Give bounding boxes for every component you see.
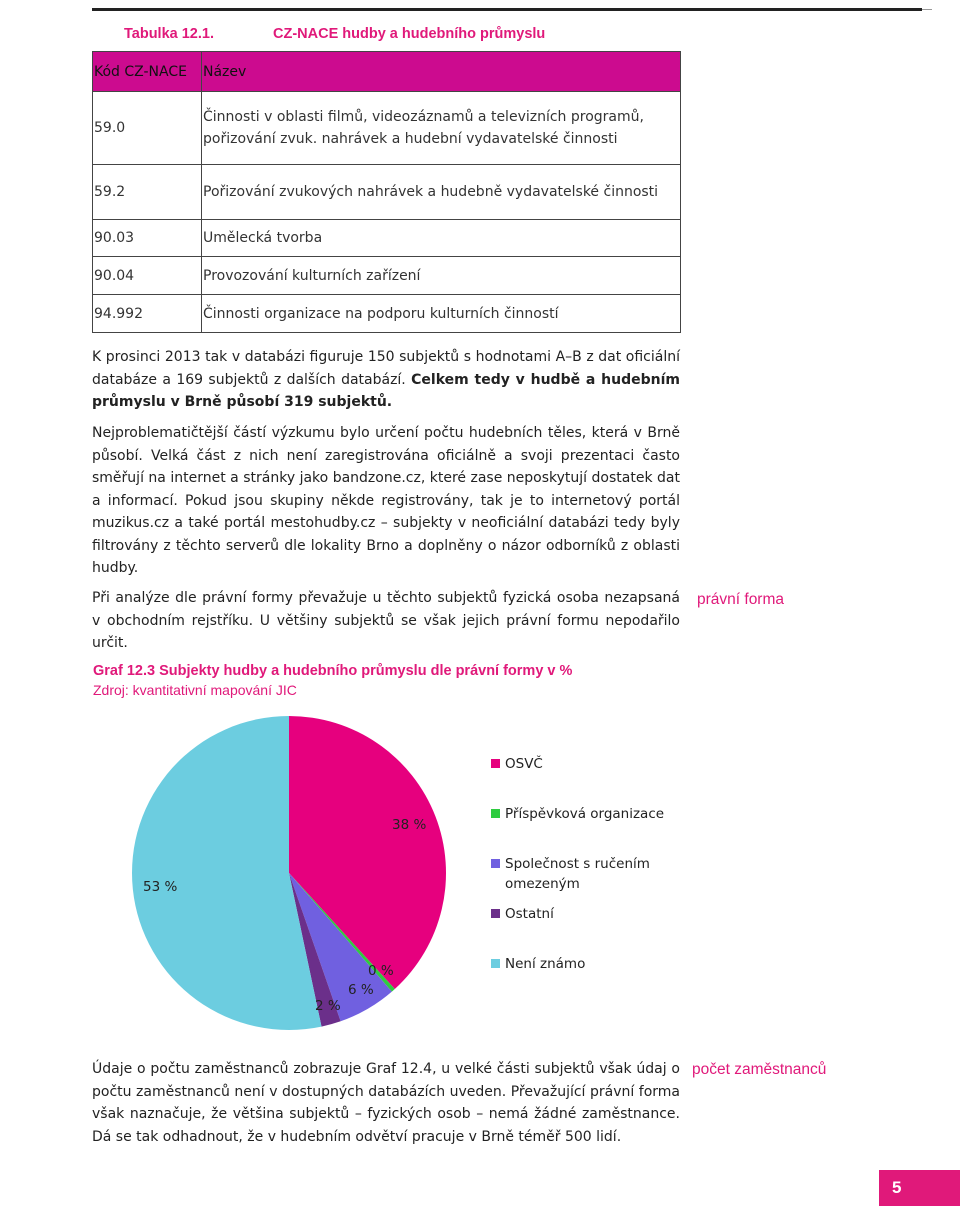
- paragraph-subject-count-text: K prosinci 2013 tak v databázi figuruje 150 subjektů s hodnotami A–B z dat oficiální databáze a 169 subjektů z dalších databází.: [92, 349, 680, 388]
- header-code: Kód CZ-NACE: [93, 52, 202, 92]
- paragraph-music-bodies: Nejproblematičtější částí výzkumu bylo určení počtu hudebních těles, která v Brně působí. Velká část z nich není zaregistrována oficiálně a svoji prezentaci často směřují na internet a stránky jako bandzone.cz, které zase neposkytují dostatek dat a informací. Pokud jsou skupiny někde registrovány, tak je to internetový portál muzikus.cz a také portál mestohudby.cz – subjekty v neoficiální databázi tedy byly filtrovány z těchto serverů dle lokality Brno a doplněny o názor odborníků z oblasti hudby.: [92, 425, 680, 576]
- table-caption-title: CZ-NACE hudby a hudebního průmyslu: [273, 26, 546, 42]
- paragraph-legal-form: Při analýze dle právní formy převažuje u těchto subjektů fyzická osoba nezapsaná v obchodním rejstříku. U většiny subjektů se však jejich právní formu nepodařilo určit.: [92, 590, 680, 651]
- row-code: 59.2: [93, 165, 202, 220]
- pie-data-label-2: 0 %: [368, 963, 394, 979]
- legend-label-3: Společnost s ručením omezeným: [505, 856, 650, 892]
- row-name: Činnosti organizace na podporu kulturních činností: [202, 295, 681, 333]
- legend-swatch-3: [491, 859, 500, 868]
- header-name: Název: [202, 52, 681, 92]
- legend-swatch-2: [491, 809, 500, 818]
- row-name: Pořizování zvukových nahrávek a hudebně vydavatelské činnosti: [202, 165, 681, 220]
- legend-label-2: Příspěvková organizace: [505, 806, 665, 822]
- row-code: 90.03: [93, 220, 202, 257]
- row-code: 59.0: [93, 92, 202, 165]
- legend-swatch-5: [491, 959, 500, 968]
- legend-label-5: Není známo: [505, 956, 586, 972]
- legend-swatch-4: [491, 909, 500, 918]
- pie-data-label-5: 53 %: [143, 879, 178, 895]
- row-name: Provozování kulturních zařízení: [202, 257, 681, 295]
- row-name: Činnosti v oblasti filmů, videozáznamů a televizních programů, pořizování zvuk. nahrávek a hudební vydavatelské činnosti: [202, 92, 681, 165]
- legend-label-1: OSVČ: [505, 756, 543, 772]
- page-number: 5: [879, 1170, 960, 1206]
- paragraph-employees: Údaje o počtu zaměstnanců zobrazuje Graf 12.4, u velké části subjektů však údaj o počtu zaměstnanců není v dostupných databázích uveden. Převažující právní forma však naznačuje, že většina subjektů – fyzických osob – nemá žádné zaměstnance. Dá se tak odhadnout, že v hudebním odvětví pracuje v Brně téměř 500 lidí.: [92, 1061, 680, 1145]
- legend-swatch-1: [491, 759, 500, 768]
- chart-title: Graf 12.3 Subjekty hudby a hudebního průmyslu dle právní formy v %: [93, 663, 573, 679]
- margin-note-legal-form: právní forma: [697, 591, 785, 608]
- chart-source: Zdroj: kvantitativní mapování JIC: [93, 682, 297, 698]
- paragraph-subject-count-bold: Celkem tedy v hudbě a hudebním průmyslu v Brně působí 319 subjektů.: [92, 371, 680, 410]
- margin-note-employees: počet zaměstnanců: [692, 1061, 827, 1078]
- row-name: Umělecká tvorba: [202, 220, 681, 257]
- row-code: 90.04: [93, 257, 202, 295]
- pie-data-label-3: 6 %: [348, 982, 374, 998]
- pie-data-label-1: 38 %: [392, 817, 427, 833]
- legend-label-4: Ostatní: [505, 906, 554, 922]
- pie-data-label-4: 2 %: [315, 998, 341, 1014]
- row-code: 94.992: [93, 295, 202, 333]
- table-caption-number: Tabulka 12.1.: [124, 26, 214, 42]
